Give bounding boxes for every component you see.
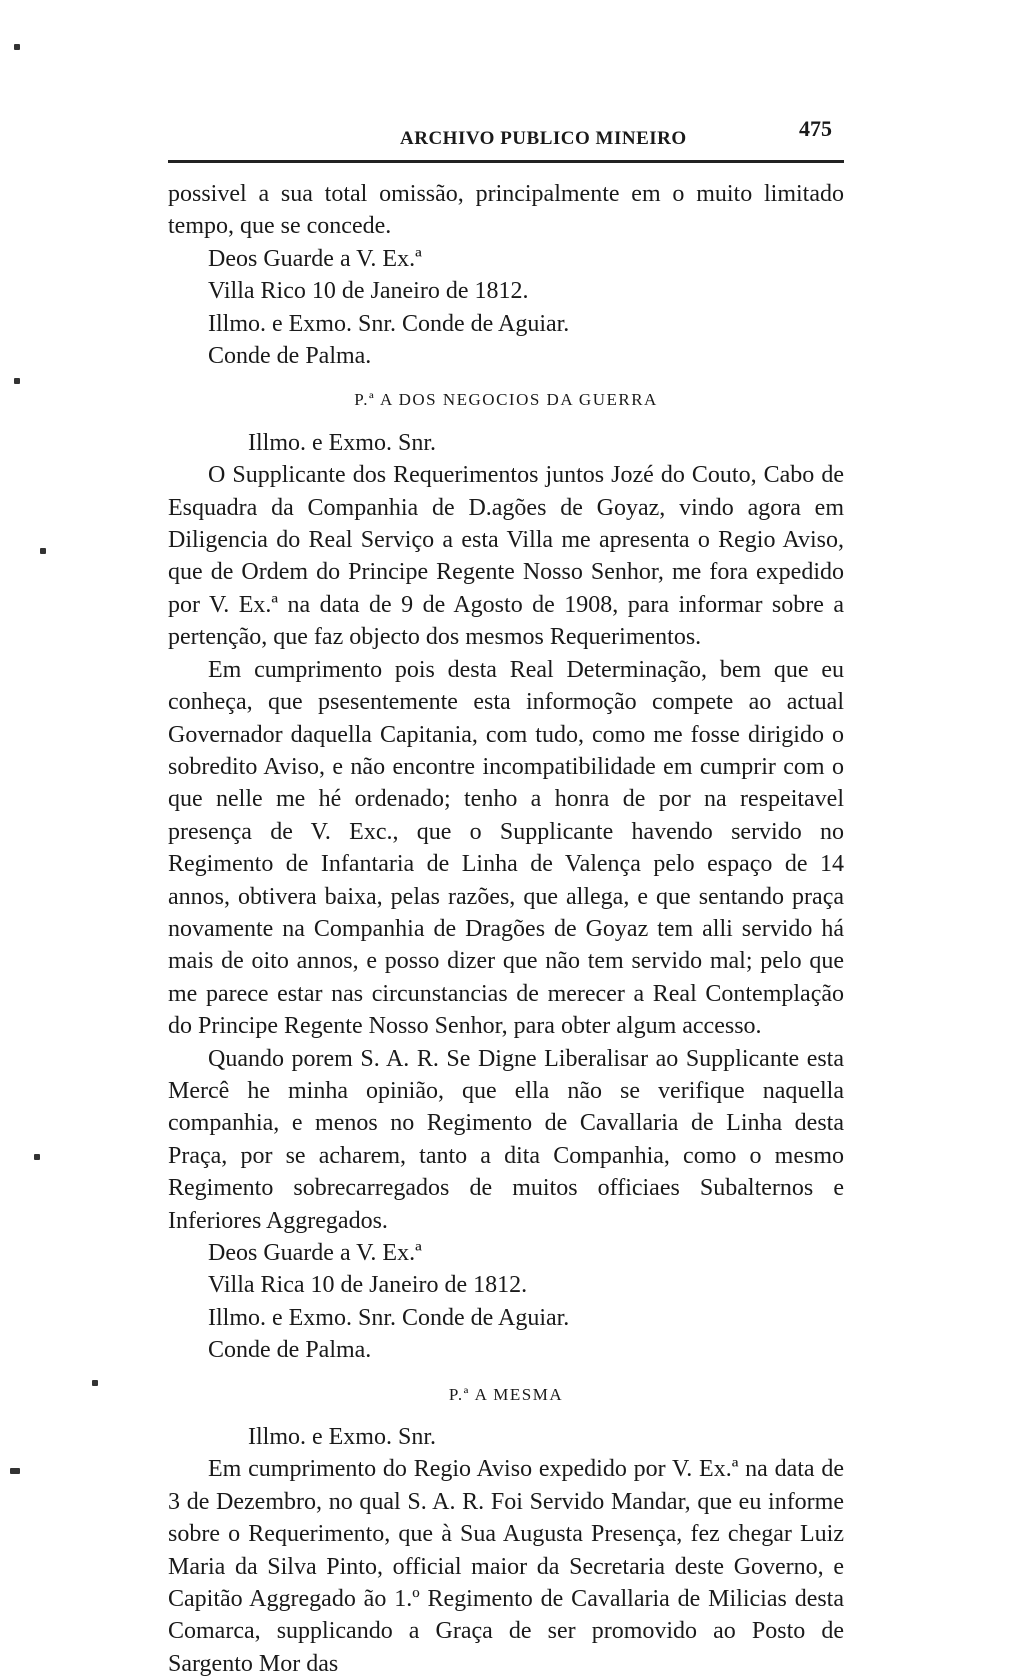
margin-speck xyxy=(14,44,20,50)
page-header xyxy=(180,116,840,156)
margin-speck xyxy=(10,1468,20,1474)
margin-speck xyxy=(14,378,20,384)
letter1-closing: Deos Guarde a V. Ex.ª xyxy=(208,245,422,272)
running-head: ARCHIVO PUBLICO MINEIRO xyxy=(400,128,687,149)
document-body xyxy=(168,178,844,1680)
page-number: 475 xyxy=(799,116,832,141)
header-rule xyxy=(168,160,844,163)
letter1-continuation: possivel a sua total omissão, principalmente em o muito limitado tempo, que se concede. xyxy=(168,181,844,240)
letter1-place-date: Villa Rico 10 de Janeiro de 1812. xyxy=(208,278,529,305)
letter3-heading: P.ª A MESMA xyxy=(448,1384,564,1404)
margin-speck xyxy=(92,1380,98,1386)
letter2-salutation: Illmo. e Exmo. Snr. xyxy=(248,429,436,456)
letter1-signature: Conde de Palma. xyxy=(208,343,372,370)
letter3-salutation: Illmo. e Exmo. Snr. xyxy=(248,1424,436,1451)
margin-speck xyxy=(40,548,46,554)
letter2-paragraph-2: Em cumprimento pois desta Real Determinação, bem que eu conheça, que psesentemente esta informoção compete ao actual Governador daquella Capitania, com tudo, como me fosse dirigido o sobredito Aviso, e não encontre incompatibilidade em cumprir com o que nelle me hé ordenado; tenho a honra de por na respeitavel presença de V. Exc., que o Supplicante havendo servido no Regimento de Infantaria de Linha de Valença pelo espaço de 14 annos, obtivera baixa, pelas razões, que allega, e que sentando praça novamente na Companhia de Dragões de Goyaz tem alli servido há mais de oito annos, e posso dizer que não tem servido mal; pelo que me parece estar nas circunstancias de merecer a Real Contemplação do Principe Regente Nosso Senhor, para obter algum accesso. xyxy=(168,656,844,1040)
margin-speck xyxy=(34,1154,40,1160)
letter2-signature: Conde de Palma. xyxy=(208,1337,372,1364)
letter2-paragraph-1: O Supplicante dos Requerimentos juntos Jozé do Couto, Cabo de Esquadra da Companhia de D.agões de Goyaz, vindo agora em Diligencia do Real Serviço a esta Villa me apresenta o Regio Aviso, que de Ordem do Principe Regente Nosso Senhor, me fora expedido por V. Ex.ª na data de 9 de Agosto de 1908, para informar sobre a pertenção, que faz objecto dos mesmos Requerimentos. xyxy=(168,462,844,651)
letter2-place-date: Villa Rica 10 de Janeiro de 1812. xyxy=(208,1272,528,1299)
letter1-addressee: Illmo. e Exmo. Snr. Conde de Aguiar. xyxy=(208,310,570,337)
letter2-paragraph-3: Quando porem S. A. R. Se Digne Liberalisar ao Supplicante esta Mercê he minha opinião, que ella não se verifique naquella companhia, e menos no Regimento de Cavallaria de Linha desta Praça, por se acharem, tanto a dita Companhia, como o mesmo Regimento sobrecarregados de muitos officiaes Subalternos e Inferiores Aggregados. xyxy=(168,1045,844,1234)
letter2-closing: Deos Guarde a V. Ex.ª xyxy=(208,1240,422,1266)
letter2-addressee: Illmo. e Exmo. Snr. Conde de Aguiar. xyxy=(208,1304,570,1331)
letter3-paragraph: Em cumprimento do Regio Aviso expedido por V. Ex.ª na data de 3 de Dezembro, no qual S. A. R. Foi Servido Mandar, que eu informe sobre o Requerimento, que à Sua Augusta Presença, fez chegar Luiz Maria da Silva Pinto, official maior da Secretaria deste Governo, e Capitão Aggregado ão 1.º Regimento de Cavallaria de Milicias desta Comarca, supplicando a Graça de ser promovido ao Posto de Sargento Mor das xyxy=(168,1456,844,1677)
letter2-heading: P.ª A DOS NEGOCIOS DA GUERRA xyxy=(354,390,658,410)
